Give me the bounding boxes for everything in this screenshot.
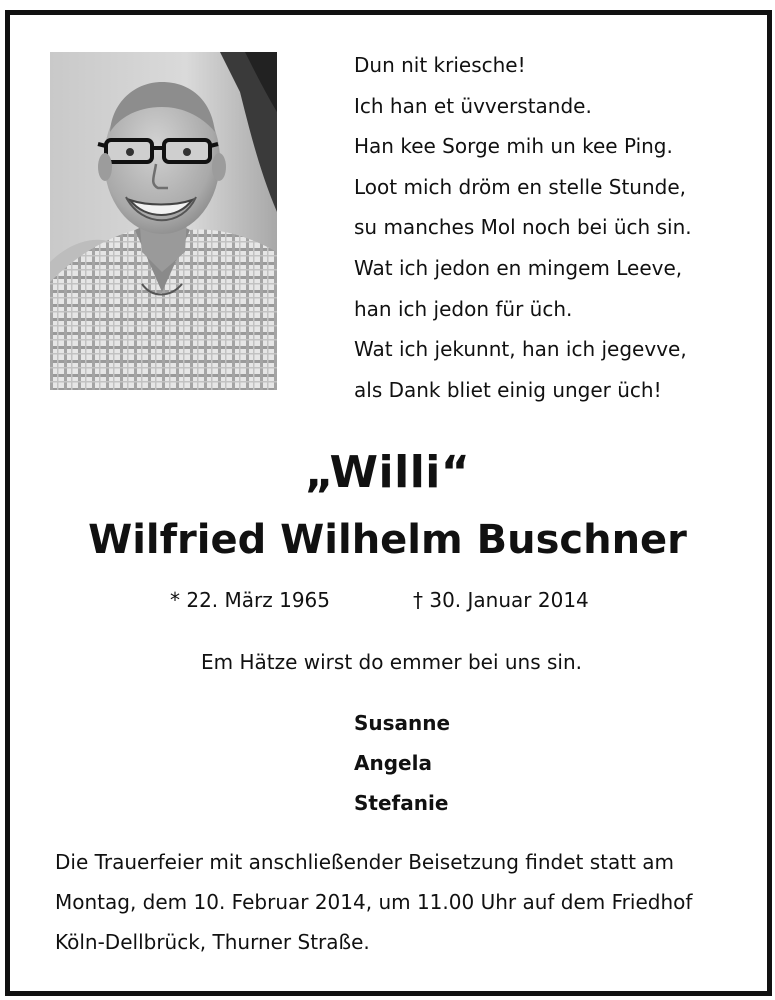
poem-line: als Dank bliet einig unger üch! xyxy=(354,377,662,402)
death-date: † 30. Januar 2014 xyxy=(413,588,589,612)
poem-line: Dun nit kriesche! xyxy=(354,53,526,77)
notice-line: Köln-Dellbrück, Thurner Straße. xyxy=(55,930,370,954)
poem-line: Wat ich jekunnt, han ich jegevve, xyxy=(354,337,687,362)
notice-line: Montag, dem 10. Februar 2014, um 11.00 Uhr auf dem Friedhof xyxy=(55,890,693,914)
portrait-photo xyxy=(50,52,277,390)
poem-line: Ich han et üvverstande. xyxy=(354,93,592,118)
deceased-nickname: „Willi“ xyxy=(304,447,471,498)
poem-line: su manches Mol noch bei üch sin. xyxy=(354,215,692,240)
funeral-notice xyxy=(55,842,755,962)
mourner-name: Stefanie xyxy=(354,791,449,815)
mourner-name: Susanne xyxy=(354,711,451,735)
poem-line: Loot mich dröm en stelle Stunde, xyxy=(354,174,687,199)
motto: Em Hätze wirst do emmer bei uns sin. xyxy=(200,650,583,674)
birth-date: * 22. März 1965 xyxy=(170,588,331,612)
mourners-list xyxy=(354,703,450,823)
poem-line: Wat ich jedon en mingem Leeve, xyxy=(354,255,683,280)
poem-line: han ich jedon für üch. xyxy=(354,296,573,321)
mourner-name: Angela xyxy=(354,751,432,775)
deceased-full-name: Wilfried Wilhelm Buschner xyxy=(88,517,687,563)
poem xyxy=(354,45,754,410)
poem-line: Han kee Sorge mih un kee Ping. xyxy=(354,134,673,159)
portrait-icon xyxy=(50,52,277,390)
notice-line: Die Trauerfeier mit anschließender Beisetzung findet statt am xyxy=(55,850,675,874)
